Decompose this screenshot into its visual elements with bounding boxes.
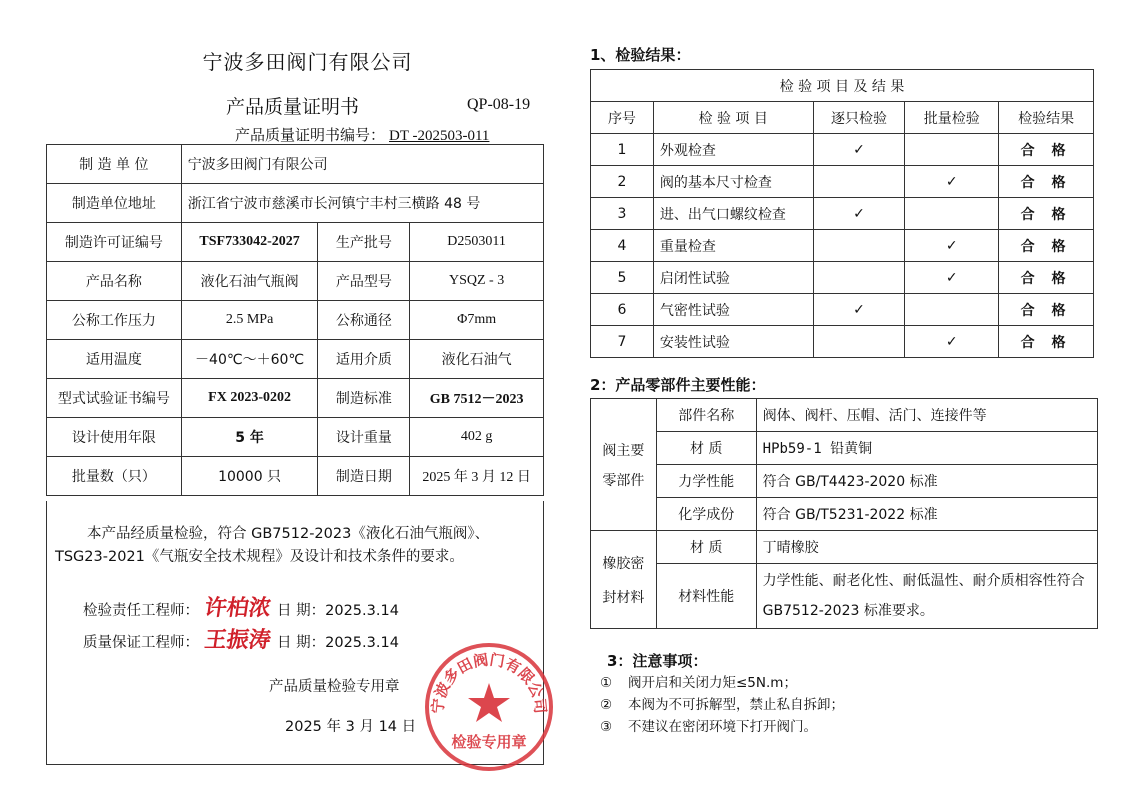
seal-performance-value	[756, 564, 1097, 629]
pressure-value: 2.5 MPa	[181, 301, 318, 340]
row-number: 1	[591, 134, 654, 166]
main-parts-group-line1: 阀主要	[602, 442, 645, 459]
rubber-seal-group-line2: 封材料	[602, 589, 645, 606]
maker-value: 宁波多田阀门有限公司	[181, 145, 543, 184]
row-number: 2	[591, 166, 654, 198]
row-batch-check	[905, 198, 999, 230]
row-batch-check	[905, 262, 999, 294]
row-result: 合 格	[999, 262, 1094, 294]
type-test-label: 型式试验证书编号	[47, 379, 182, 418]
seal-material-label: 材 质	[656, 531, 756, 564]
address-label: 制造单位地址	[47, 184, 182, 223]
standard-label: 制造标准	[318, 379, 410, 418]
row-number: 5	[591, 262, 654, 294]
row-number: 3	[591, 198, 654, 230]
section1-heading: 1、检验结果：	[590, 46, 691, 64]
col-no: 序号	[591, 102, 654, 134]
temperature-label: 适用温度	[47, 340, 182, 379]
row-each-check	[813, 166, 905, 198]
row-result: 合 格	[999, 166, 1094, 198]
seal-performance-label: 材料性能	[656, 564, 756, 629]
row-each-check	[813, 230, 905, 262]
document-code: QP-08-19	[467, 96, 531, 113]
product-name-label: 产品名称	[47, 262, 182, 301]
note-text: 本阀为不可拆解型，禁止私自拆卸；	[628, 697, 844, 713]
service-life-label: 设计使用年限	[47, 418, 182, 457]
license-label: 制造许可证编号	[47, 223, 182, 262]
row-result: 合 格	[999, 198, 1094, 230]
chemical-value: 符合 GB/T5231-2022 标准	[756, 498, 1097, 531]
inspection-results-table	[590, 69, 1094, 358]
note-text: 不建议在密闭环境下打开阀门。	[628, 719, 817, 735]
weight-label: 设计重量	[318, 418, 410, 457]
product-info-table	[46, 144, 544, 496]
temperature-value: －40℃～＋60℃	[181, 340, 318, 379]
manufacture-date-label: 制造日期	[318, 457, 410, 496]
seal-performance-line1: 力学性能、耐老化性、耐低温性、耐介质相容性符合	[762, 573, 1085, 589]
row-item: 启闭性试验	[653, 262, 813, 294]
service-life-value: 5 年	[181, 418, 318, 457]
col-item: 检 验 项 目	[653, 102, 813, 134]
row-result: 合 格	[999, 134, 1094, 166]
check-mark-icon: ✓	[853, 301, 865, 318]
part-material-label: 材 质	[656, 432, 756, 465]
row-result: 合 格	[999, 326, 1094, 358]
model-value: YSQZ - 3	[410, 262, 544, 301]
components-table	[590, 398, 1098, 629]
row-batch-check	[905, 134, 999, 166]
inspection-row	[591, 198, 1094, 230]
part-name-value: 阀体、阀杆、压帽、活门、连接件等	[756, 399, 1097, 432]
medium-label: 适用介质	[318, 340, 410, 379]
row-number: 7	[591, 326, 654, 358]
row-item: 重量检查	[653, 230, 813, 262]
inspection-row	[591, 134, 1094, 166]
product-name-value: 液化石油气瓶阀	[181, 262, 318, 301]
batch-label: 生产批号	[318, 223, 410, 262]
inspector-date-label: 日 期：	[277, 603, 326, 619]
row-item: 气密性试验	[653, 294, 813, 326]
check-mark-icon: ✓	[945, 333, 958, 350]
diameter-value: Φ7mm	[410, 301, 544, 340]
qa-row	[83, 623, 399, 654]
note-number: ③	[600, 719, 613, 735]
notes-list	[600, 672, 844, 738]
main-parts-group	[591, 399, 657, 531]
model-label: 产品型号	[318, 262, 410, 301]
row-item: 外观检查	[653, 134, 813, 166]
row-batch-check	[905, 166, 999, 198]
pressure-label: 公称工作压力	[47, 301, 182, 340]
qa-date-label: 日 期：	[277, 635, 326, 651]
maker-label: 制 造 单 位	[47, 145, 182, 184]
row-item: 安装性试验	[653, 326, 813, 358]
check-mark-icon: ✓	[945, 173, 958, 190]
chemical-label: 化学成份	[656, 498, 756, 531]
weight-value: 402 g	[410, 418, 544, 457]
main-parts-group-line2: 零部件	[602, 472, 645, 489]
diameter-label: 公称通径	[318, 301, 410, 340]
inspection-row	[591, 294, 1094, 326]
section3-heading: 3：注意事项：	[607, 652, 708, 670]
row-item: 进、出气口螺纹检查	[653, 198, 813, 230]
note-number: ①	[600, 675, 613, 691]
qa-date: 2025.3.14	[325, 635, 399, 651]
quantity-value: 10000 只	[181, 457, 318, 496]
inspection-caption: 检 验 项 目 及 结 果	[591, 70, 1094, 102]
row-batch-check	[905, 326, 999, 358]
inspection-row	[591, 262, 1094, 294]
inspection-rows	[591, 134, 1094, 358]
inspection-seal-icon	[423, 641, 555, 773]
note-item	[600, 672, 844, 694]
rubber-seal-group-line1: 橡胶密	[602, 555, 645, 572]
stamp-label: 产品质量检验专用章	[269, 679, 400, 695]
seal-material-value: 丁晴橡胶	[756, 531, 1097, 564]
note-number: ②	[600, 697, 613, 713]
check-mark-icon: ✓	[945, 269, 958, 286]
col-result: 检验结果	[999, 102, 1094, 134]
license-value: TSF733042-2027	[181, 223, 318, 262]
check-mark-icon: ✓	[853, 141, 865, 158]
certificate-number	[235, 124, 493, 145]
section2-heading: 2：产品零部件主要性能：	[590, 376, 766, 394]
qa-signature: 王振涛	[202, 627, 273, 653]
mechanical-label: 力学性能	[656, 465, 756, 498]
mechanical-value: 符合 GB/T4423-2020 标准	[756, 465, 1097, 498]
row-result: 合 格	[999, 294, 1094, 326]
row-each-check	[813, 326, 905, 358]
row-batch-check	[905, 230, 999, 262]
standard-value: GB 7512－2023	[410, 379, 544, 418]
certificate-number-value: DT -202503-011	[389, 128, 490, 144]
rubber-seal-group	[591, 531, 657, 629]
part-name-label: 部件名称	[656, 399, 756, 432]
batch-value: D2503011	[410, 223, 544, 262]
note-item	[600, 716, 844, 738]
medium-value: 液化石油气	[410, 340, 544, 379]
col-each: 逐只检验	[813, 102, 905, 134]
inspector-row	[83, 591, 399, 622]
col-batch: 批量检验	[905, 102, 999, 134]
note-text: 阀开启和关闭力矩≤5N.m；	[628, 675, 797, 691]
seal-performance-line2: GB7512-2023 标准要求。	[762, 603, 934, 619]
row-result: 合 格	[999, 230, 1094, 262]
row-number: 4	[591, 230, 654, 262]
row-number: 6	[591, 294, 654, 326]
address-value: 浙江省宁波市慈溪市长河镇宁丰村三横路 48 号	[181, 184, 543, 223]
part-material-value: HPb59-1 铅黄铜	[756, 432, 1097, 465]
company-title: 宁波多田阀门有限公司	[202, 50, 413, 74]
row-item: 阀的基本尺寸检查	[653, 166, 813, 198]
certificate-title: 产品质量证明书	[226, 96, 360, 118]
inspection-row	[591, 230, 1094, 262]
seal-top-text: 宁波多田阀门有限公司	[428, 650, 550, 715]
inspection-row	[591, 326, 1094, 358]
stamp-date: 2025 年 3 月 14 日	[285, 719, 417, 735]
note-item	[600, 694, 844, 716]
compliance-statement: 本产品经质量检验，符合 GB7512-2023《液化石油气瓶阀》、TSG23-2021《气瓶安全技术规程》及设计和技术条件的要求。	[55, 526, 490, 565]
row-each-check	[813, 294, 905, 326]
row-batch-check	[905, 294, 999, 326]
statement-box	[46, 501, 550, 765]
certificate-number-label: 产品质量证明书编号：	[235, 126, 386, 144]
manufacture-date-value: 2025 年 3 月 12 日	[410, 457, 544, 496]
check-mark-icon: ✓	[945, 237, 958, 254]
row-each-check	[813, 134, 905, 166]
inspector-date: 2025.3.14	[325, 603, 399, 619]
row-each-check	[813, 198, 905, 230]
qa-label: 质量保证工程师：	[83, 635, 199, 651]
inspection-row	[591, 166, 1094, 198]
type-test-value: FX 2023-0202	[181, 379, 318, 418]
seal-bottom-text: 检验专用章	[451, 733, 527, 751]
check-mark-icon: ✓	[853, 205, 865, 222]
inspector-signature: 许柏浓	[202, 595, 273, 621]
inspector-label: 检验责任工程师：	[83, 603, 199, 619]
row-each-check	[813, 262, 905, 294]
quantity-label: 批量数（只）	[47, 457, 182, 496]
